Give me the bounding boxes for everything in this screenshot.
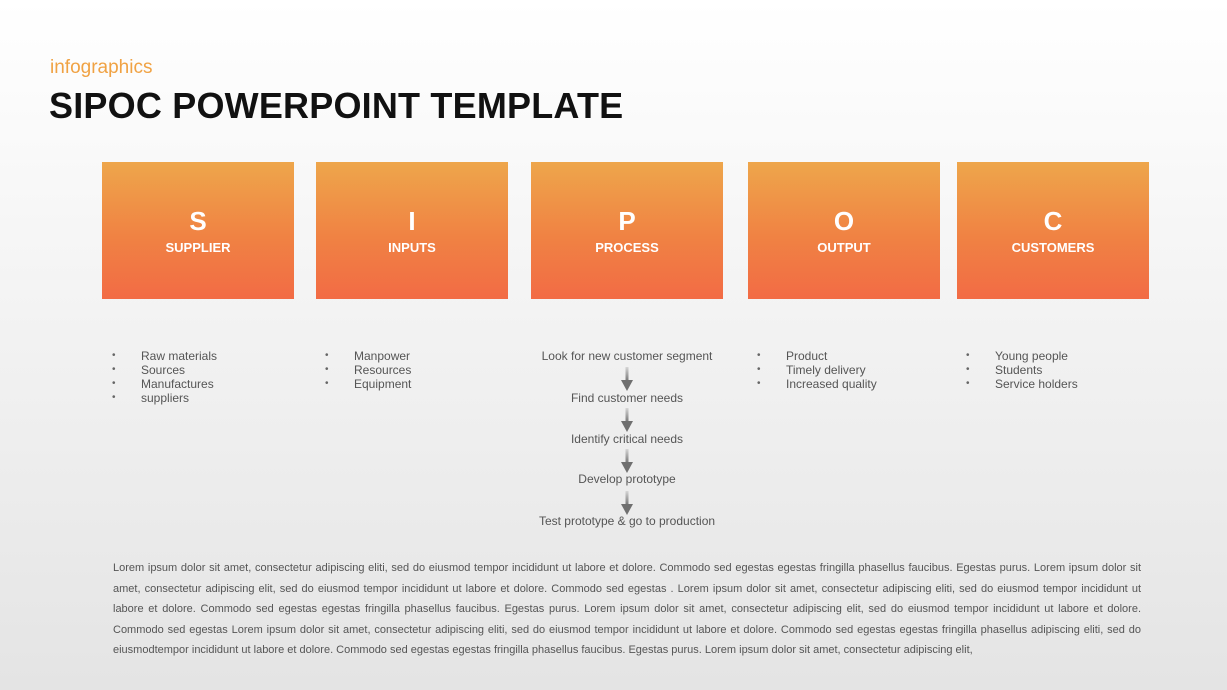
list-item: • Raw materials (112, 349, 217, 363)
list-item: • Manpower (325, 349, 411, 363)
slide-subtitle: infographics (50, 57, 153, 78)
process-step: Find customer needs (570, 391, 684, 405)
down-arrow-icon (620, 447, 634, 475)
list-item: • Product (757, 349, 877, 363)
list-item: • Equipment (325, 377, 411, 391)
list-item: • Timely delivery (757, 363, 877, 377)
box-word: INPUTS (388, 240, 436, 255)
box-letter: S (189, 206, 207, 236)
slide-title: SIPOC POWERPOINT TEMPLATE (49, 85, 624, 126)
box-letter: I (408, 206, 416, 236)
box-word: SUPPLIER (165, 240, 231, 255)
process-step: Identify critical needs (570, 432, 684, 446)
list-item: • Manufactures (112, 377, 217, 391)
process-step: Look for new customer segment (541, 349, 713, 363)
list-item: • Young people (966, 349, 1078, 363)
box-letter: O (833, 206, 855, 236)
box-word: PROCESS (595, 240, 659, 255)
down-arrow-icon (620, 489, 634, 517)
down-arrow-icon (620, 365, 634, 393)
box-word: OUTPUT (817, 240, 871, 255)
down-arrow-icon (620, 406, 634, 434)
box-output (748, 162, 940, 299)
box-word: CUSTOMERS (1011, 240, 1095, 255)
box-letter: C (1043, 206, 1063, 236)
body-paragraph: Lorem ipsum dolor sit amet, consectetur adipiscing eliti, sed do eiusmod tempor incididunt ut labore et dolore. Commodo sed egestas egestas fringilla phasellus faucibus. Egestas purus. Lorem ipsum dolor sit amet, consectetur adipiscing elit, sed do eiusmod tempor incididunt ut labore et dolore. Commodo sed egestas . Lorem ipsum dolor sit amet, consectetur adipiscing eliti, sed do eiusmod tempor incididunt ut labore et dolore. Commodo sed egestas egestas fringilla phasellus faucibus. Egestas purus. Lorem ipsum dolor sit amet, consectetur adipiscing elit, sed do eiusmod tempor incididunt ut labore et dolore. Commodo sed egestas Lorem ipsum dolor sit amet, consectetur adipiscing eliti, sed do eiusmod tempor incididunt ut labore et dolore. Commodo sed egestas egestas fringilla phasellus adipiscing eliti, sed do eiusmodtempor incididunt ut labore et dolore. Commodo sed egestas egestas fringilla phasellus faucibus. Egestas purus. Lorem ipsum dolor sit amet, consectetur adipiscing elit, (113, 562, 1141, 656)
inputs-list (325, 349, 411, 391)
process-step: Test prototype & go to production (538, 514, 716, 528)
list-item: • Service holders (966, 377, 1078, 391)
customers-list (966, 349, 1078, 391)
box-letter: P (618, 206, 636, 236)
list-item: • suppliers (112, 391, 217, 405)
supplier-list (112, 349, 217, 405)
output-list (757, 349, 877, 391)
box-process (531, 162, 723, 299)
list-item: • Resources (325, 363, 411, 377)
box-inputs (316, 162, 508, 299)
list-item: • Increased quality (757, 377, 877, 391)
process-step: Develop prototype (578, 472, 676, 486)
box-supplier (102, 162, 294, 299)
list-item: • Students (966, 363, 1078, 377)
box-customers (957, 162, 1149, 299)
list-item: • Sources (112, 363, 217, 377)
